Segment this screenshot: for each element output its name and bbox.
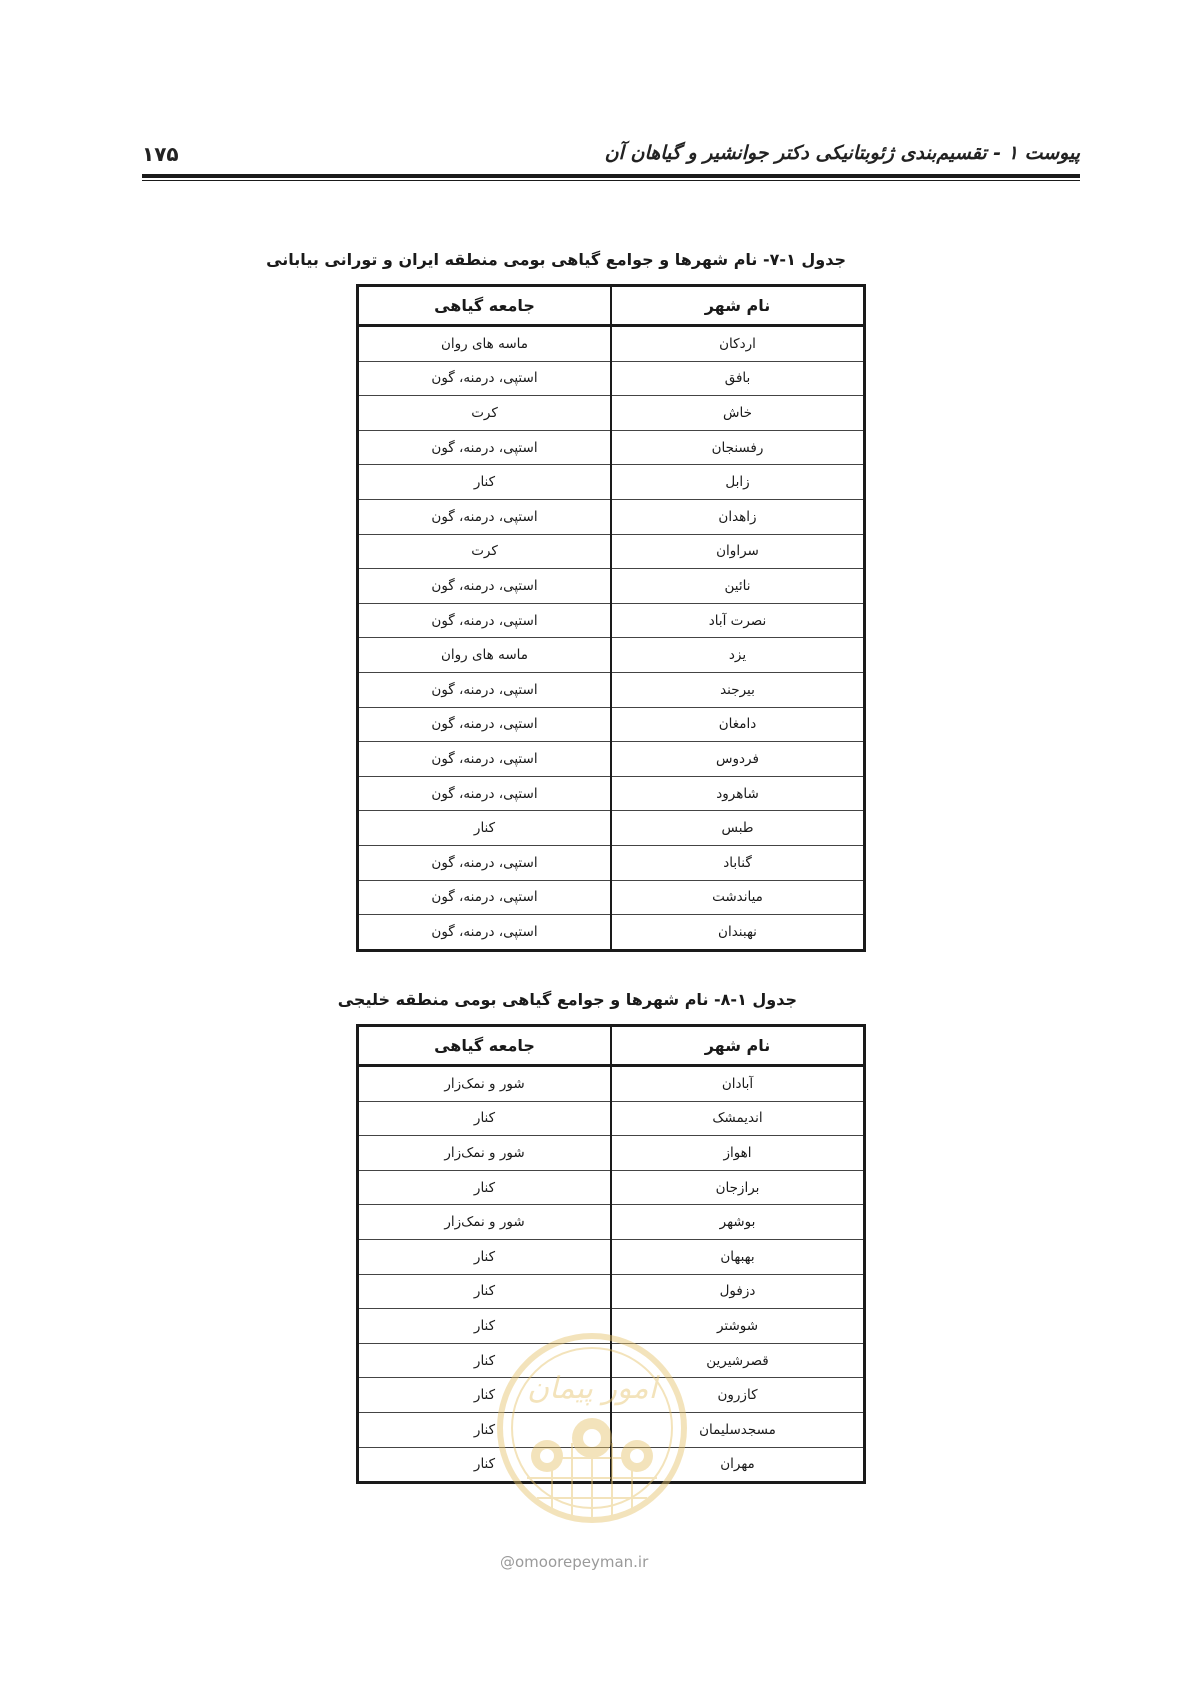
cell-city-name: قصرشیرین bbox=[611, 1343, 865, 1378]
table-caption-2: جدول ۱-۸- نام شهرها و جوامع گیاهی بومی منطقه خلیجی bbox=[337, 990, 797, 1009]
cell-city-name: میاندشت bbox=[611, 880, 865, 915]
cell-plant-community: استپی، درمنه، گون bbox=[358, 707, 612, 742]
table-row bbox=[358, 1066, 865, 1102]
cell-plant-community: استپی، درمنه، گون bbox=[358, 845, 612, 880]
table-row bbox=[358, 1447, 865, 1483]
cell-plant-community: استپی، درمنه، گون bbox=[358, 742, 612, 777]
table-row bbox=[358, 1205, 865, 1240]
cell-plant-community: شور و نمک‌زار bbox=[358, 1136, 612, 1171]
cell-plant-community: استپی، درمنه، گون bbox=[358, 603, 612, 638]
cell-plant-community: استپی، درمنه، گون bbox=[358, 361, 612, 396]
cell-city-name: مهران bbox=[611, 1447, 865, 1483]
cell-city-name: نائین bbox=[611, 569, 865, 604]
table-row bbox=[358, 1343, 865, 1378]
cell-city-name: بوشهر bbox=[611, 1205, 865, 1240]
table-row bbox=[358, 811, 865, 846]
table-arid-cities bbox=[356, 284, 866, 952]
cell-plant-community: استپی، درمنه، گون bbox=[358, 499, 612, 534]
cell-plant-community: کرت bbox=[358, 534, 612, 569]
table-row bbox=[358, 776, 865, 811]
cell-plant-community: کنار bbox=[358, 1378, 612, 1413]
table-header-row bbox=[358, 1026, 865, 1066]
table-row bbox=[358, 499, 865, 534]
table-row bbox=[358, 707, 865, 742]
cell-city-name: اهواز bbox=[611, 1136, 865, 1171]
table-row bbox=[358, 742, 865, 777]
cell-plant-community: کنار bbox=[358, 1274, 612, 1309]
cell-city-name: دزفول bbox=[611, 1274, 865, 1309]
table-row bbox=[358, 1378, 865, 1413]
cell-plant-community: شور و نمک‌زار bbox=[358, 1066, 612, 1102]
cell-plant-community: کنار bbox=[358, 465, 612, 500]
cell-plant-community: ماسه های روان bbox=[358, 638, 612, 673]
cell-city-name: طبس bbox=[611, 811, 865, 846]
watermark-logo-text: امور پیمان bbox=[527, 1371, 657, 1406]
table-caption-1: جدول ۱-۷- نام شهرها و جوامع گیاهی بومی منطقه ایران و تورانی بیابانی bbox=[266, 250, 846, 269]
table-row bbox=[358, 1412, 865, 1447]
cell-city-name: برازجان bbox=[611, 1170, 865, 1205]
table-row bbox=[358, 1309, 865, 1344]
table-row bbox=[358, 465, 865, 500]
cell-city-name: آبادان bbox=[611, 1066, 865, 1102]
table-row bbox=[358, 1239, 865, 1274]
cell-plant-community: استپی، درمنه، گون bbox=[358, 776, 612, 811]
table-row bbox=[358, 1170, 865, 1205]
cell-plant-community: کنار bbox=[358, 1239, 612, 1274]
cell-plant-community: استپی، درمنه، گون bbox=[358, 915, 612, 951]
cell-city-name: فردوس bbox=[611, 742, 865, 777]
running-title: پیوست ۱ - تقسیم‌بندی ژئوبتانیکی دکتر جوانشیر و گیاهان آن bbox=[604, 142, 1080, 164]
cell-city-name: بافق bbox=[611, 361, 865, 396]
cell-plant-community: شور و نمک‌زار bbox=[358, 1205, 612, 1240]
cell-plant-community: ماسه های روان bbox=[358, 326, 612, 362]
cell-plant-community: کنار bbox=[358, 1447, 612, 1483]
cell-city-name: یزد bbox=[611, 638, 865, 673]
table-row bbox=[358, 1136, 865, 1171]
table-row bbox=[358, 430, 865, 465]
cell-city-name: نصرت آباد bbox=[611, 603, 865, 638]
column-header-plant-community: جامعه گیاهی bbox=[358, 286, 612, 326]
cell-city-name: سراوان bbox=[611, 534, 865, 569]
page-number: ۱۷۵ bbox=[142, 142, 179, 166]
cell-city-name: اردکان bbox=[611, 326, 865, 362]
cell-city-name: مسجدسلیمان bbox=[611, 1412, 865, 1447]
cell-plant-community: کنار bbox=[358, 1101, 612, 1136]
cell-city-name: بهبهان bbox=[611, 1239, 865, 1274]
table-gulf-cities bbox=[356, 1024, 866, 1484]
cell-city-name: دامغان bbox=[611, 707, 865, 742]
cell-city-name: زاهدان bbox=[611, 499, 865, 534]
cell-city-name: گناباد bbox=[611, 845, 865, 880]
cell-plant-community: کنار bbox=[358, 811, 612, 846]
cell-city-name: شاهرود bbox=[611, 776, 865, 811]
table-row bbox=[358, 638, 865, 673]
page-header bbox=[142, 140, 1080, 174]
cell-city-name: اندیمشک bbox=[611, 1101, 865, 1136]
table-row bbox=[358, 1101, 865, 1136]
table-header-row bbox=[358, 286, 865, 326]
table-row bbox=[358, 915, 865, 951]
cell-plant-community: استپی، درمنه، گون bbox=[358, 430, 612, 465]
cell-plant-community: کنار bbox=[358, 1309, 612, 1344]
cell-city-name: رفسنجان bbox=[611, 430, 865, 465]
table-row bbox=[358, 361, 865, 396]
cell-plant-community: کنار bbox=[358, 1412, 612, 1447]
table-row bbox=[358, 1274, 865, 1309]
watermark-url: @omoorepeyman.ir bbox=[500, 1553, 649, 1571]
table-row bbox=[358, 603, 865, 638]
cell-city-name: بیرجند bbox=[611, 672, 865, 707]
column-header-city: نام شهر bbox=[611, 286, 865, 326]
cell-plant-community: استپی، درمنه، گون bbox=[358, 880, 612, 915]
header-rule-thin bbox=[142, 180, 1080, 181]
column-header-city: نام شهر bbox=[611, 1026, 865, 1066]
table-row bbox=[358, 672, 865, 707]
cell-city-name: شوشتر bbox=[611, 1309, 865, 1344]
cell-city-name: کازرون bbox=[611, 1378, 865, 1413]
table-row bbox=[358, 396, 865, 431]
cell-city-name: خاش bbox=[611, 396, 865, 431]
cell-plant-community: کنار bbox=[358, 1343, 612, 1378]
column-header-plant-community: جامعه گیاهی bbox=[358, 1026, 612, 1066]
cell-plant-community: استپی، درمنه، گون bbox=[358, 672, 612, 707]
table-row bbox=[358, 534, 865, 569]
table-row bbox=[358, 326, 865, 362]
table-row bbox=[358, 845, 865, 880]
table-row bbox=[358, 880, 865, 915]
cell-plant-community: کنار bbox=[358, 1170, 612, 1205]
cell-plant-community: استپی، درمنه، گون bbox=[358, 569, 612, 604]
cell-city-name: نهبندان bbox=[611, 915, 865, 951]
header-rule bbox=[142, 174, 1080, 178]
cell-city-name: زابل bbox=[611, 465, 865, 500]
table-row bbox=[358, 569, 865, 604]
cell-plant-community: کرت bbox=[358, 396, 612, 431]
